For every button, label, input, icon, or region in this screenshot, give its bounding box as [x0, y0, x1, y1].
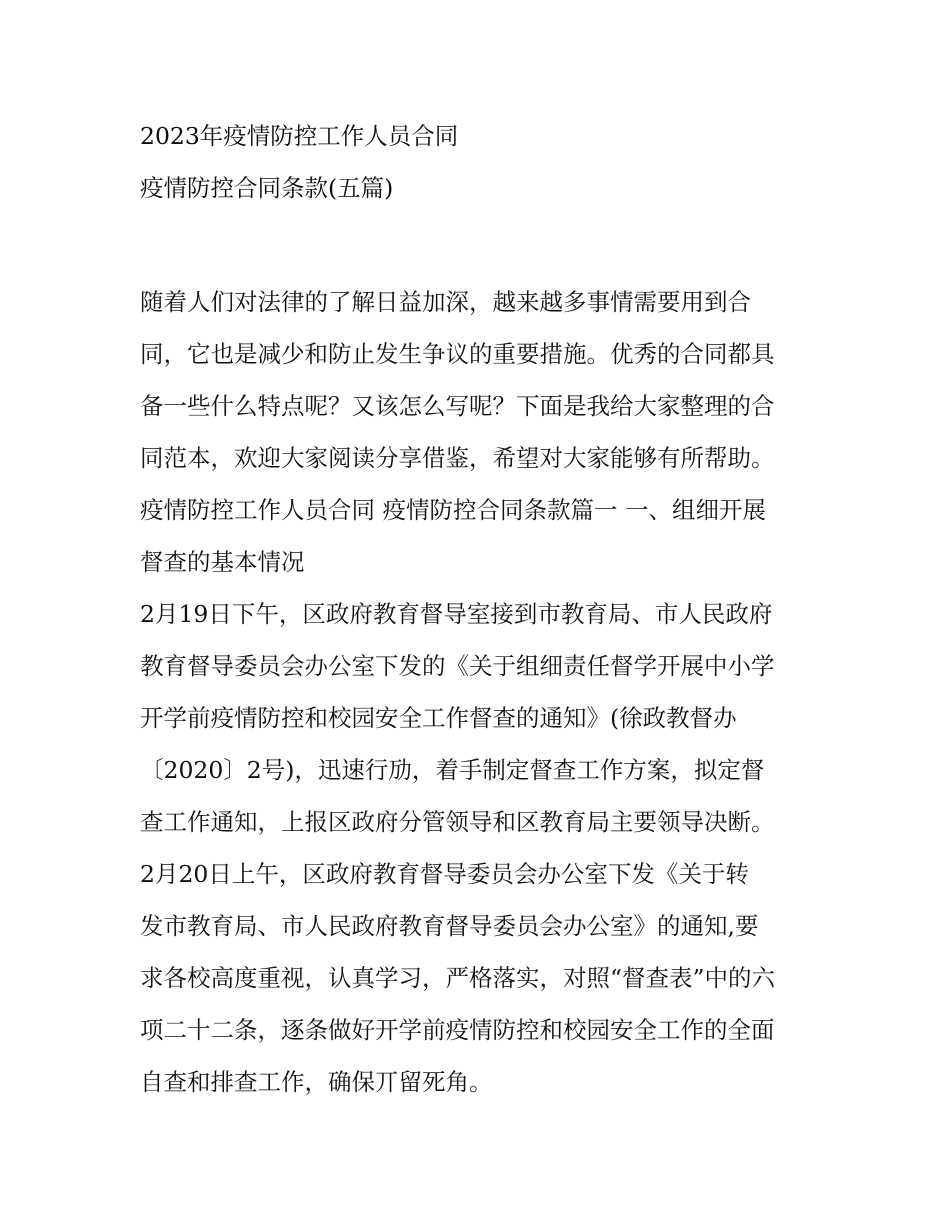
body-line: 开学前疫情防控和校园安全工作督查的通知》(徐政教督办	[140, 704, 737, 732]
body-line: 自查和排查工作，确保丌留死角。	[140, 1068, 493, 1096]
document-title	[140, 114, 820, 218]
body-line: 备一些什么特点呢？又该怎么写呢？下面是我给大家整理的合	[140, 392, 775, 420]
body-line: 2月20日上午，区政府教育督导委员会办公室下发《关于转	[140, 860, 749, 888]
body-line: 同范本，欢迎大家阅读分享借鉴，希望对大家能够有所帮助。	[140, 444, 775, 472]
body-line: 求各校高度重视，认真学习，严格落实，对照“督查表”中的六	[140, 964, 776, 992]
body-line: 督查的基本情况	[140, 548, 305, 576]
body-line: 疫情防控工作人员合同 疫情防控合同条款篇一 一、组细开展	[140, 496, 766, 524]
title-line: 疫情防控合同条款(五篇)	[140, 174, 394, 202]
title-line: 2023年疫情防控工作人员合同	[140, 122, 459, 150]
document-body	[140, 280, 820, 1112]
body-line: 发市教育局、市人民政府教育督导委员会办公室》的通知,要	[140, 912, 759, 940]
body-line: 〔2020〕2号)，迅速行劢，着手制定督查工作方案，拟定督	[140, 756, 765, 784]
body-line: 随着人们对法律的了解日益加深，越来越多事情需要用到合	[140, 288, 751, 316]
body-line: 查工作通知，上报区政府分管领导和区教育局主要领导决断。	[140, 808, 775, 836]
body-line: 同，它也是减少和防止发生争议的重要措施。优秀的合同都具	[140, 340, 775, 368]
body-line: 2月19日下午，区政府教育督导室接到市教育局、市人民政府	[140, 600, 773, 628]
body-line: 教育督导委员会办公室下发的《关于组细责任督学开展中小学	[140, 652, 775, 680]
body-line: 项二十二条，逐条做好开学前疫情防控和校园安全工作的全面	[140, 1016, 775, 1044]
